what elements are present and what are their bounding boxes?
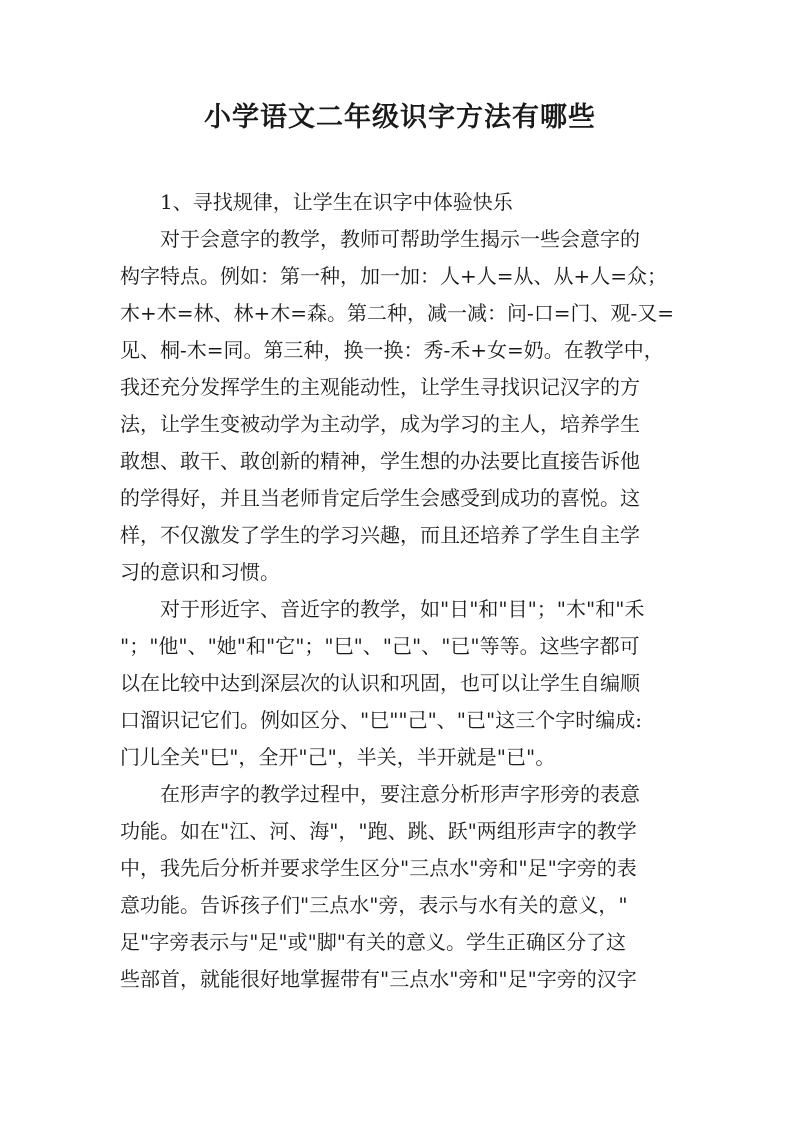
paragraph-line: 在形声字的教学过程中，要注意分析形声字形旁的表意 xyxy=(160,782,640,806)
paragraph-line: 木+木=林、林+木=森。第二种，减一减：问-口=门、观-又= xyxy=(120,301,675,325)
paragraph-line: 法，让学生变被动学为主动学，成为学习的主人，培养学生 xyxy=(120,412,640,436)
paragraph-line: 样，不仅激发了学生的学习兴趣，而且还培养了学生自主学 xyxy=(120,523,640,547)
paragraph-line: 足"字旁表示与"足"或"脚"有关的意义。学生正确区分了这 xyxy=(120,930,626,954)
paragraph-line: 口溜识记它们。例如区分、"巳""己"、"已"这三个字时编成: xyxy=(120,708,642,732)
paragraph-line: 见、桐-木=同。第三种，换一换：秀-禾+女=奶。在教学中， xyxy=(120,338,664,362)
paragraph-line: 中，我先后分析并要求学生区分"三点水"旁和"足"字旁的表 xyxy=(120,856,637,880)
paragraph-3 xyxy=(120,776,680,998)
document-title: 小学语文二年级识字方法有哪些 xyxy=(204,102,596,133)
paragraph-line: 对于会意字的教学，教师可帮助学生揭示一些会意字的 xyxy=(160,227,640,251)
paragraph-line: 的学得好，并且当老师肯定后学生会感受到成功的喜悦。这 xyxy=(120,486,640,510)
paragraph-line: 门儿全关"巳"，全开"己"，半关，半开就是"已"。 xyxy=(120,745,556,769)
paragraph-line: 功能。如在"江、河、海"，"跑、跳、跃"两组形声字的教学 xyxy=(120,819,637,843)
paragraph-line: 意功能。告诉孩子们"三点水"旁，表示与水有关的意义，" xyxy=(120,893,628,917)
document-body xyxy=(120,184,680,998)
paragraph-line: "；"他"、"她"和"它"；"巳"、"己"、"已"等等。这些字都可 xyxy=(120,634,640,658)
paragraph-line: 些部首，就能很好地掌握带有"三点水"旁和"足"字旁的汉字 xyxy=(120,967,637,991)
paragraph-line: 敢想、敢干、敢创新的精神，学生想的办法要比直接告诉他 xyxy=(120,449,640,473)
paragraph-line: 对于形近字、音近字的教学，如"日"和"目"；"木"和"禾 xyxy=(160,597,645,621)
paragraph-2 xyxy=(120,591,680,776)
paragraph-line: 我还充分发挥学生的主观能动性，让学生寻找识记汉字的方 xyxy=(120,375,640,399)
section-heading: 1、寻找规律，让学生在识字中体验快乐 xyxy=(160,190,513,214)
paragraph-line: 习的意识和习惯。 xyxy=(120,560,280,584)
paragraph-line: 以在比较中达到深层次的认识和巩固，也可以让学生自编顺 xyxy=(120,671,640,695)
paragraph-line: 构字特点。例如：第一种，加一加：人+人=从、从+人=众； xyxy=(120,264,668,288)
paragraph-1 xyxy=(120,221,680,591)
